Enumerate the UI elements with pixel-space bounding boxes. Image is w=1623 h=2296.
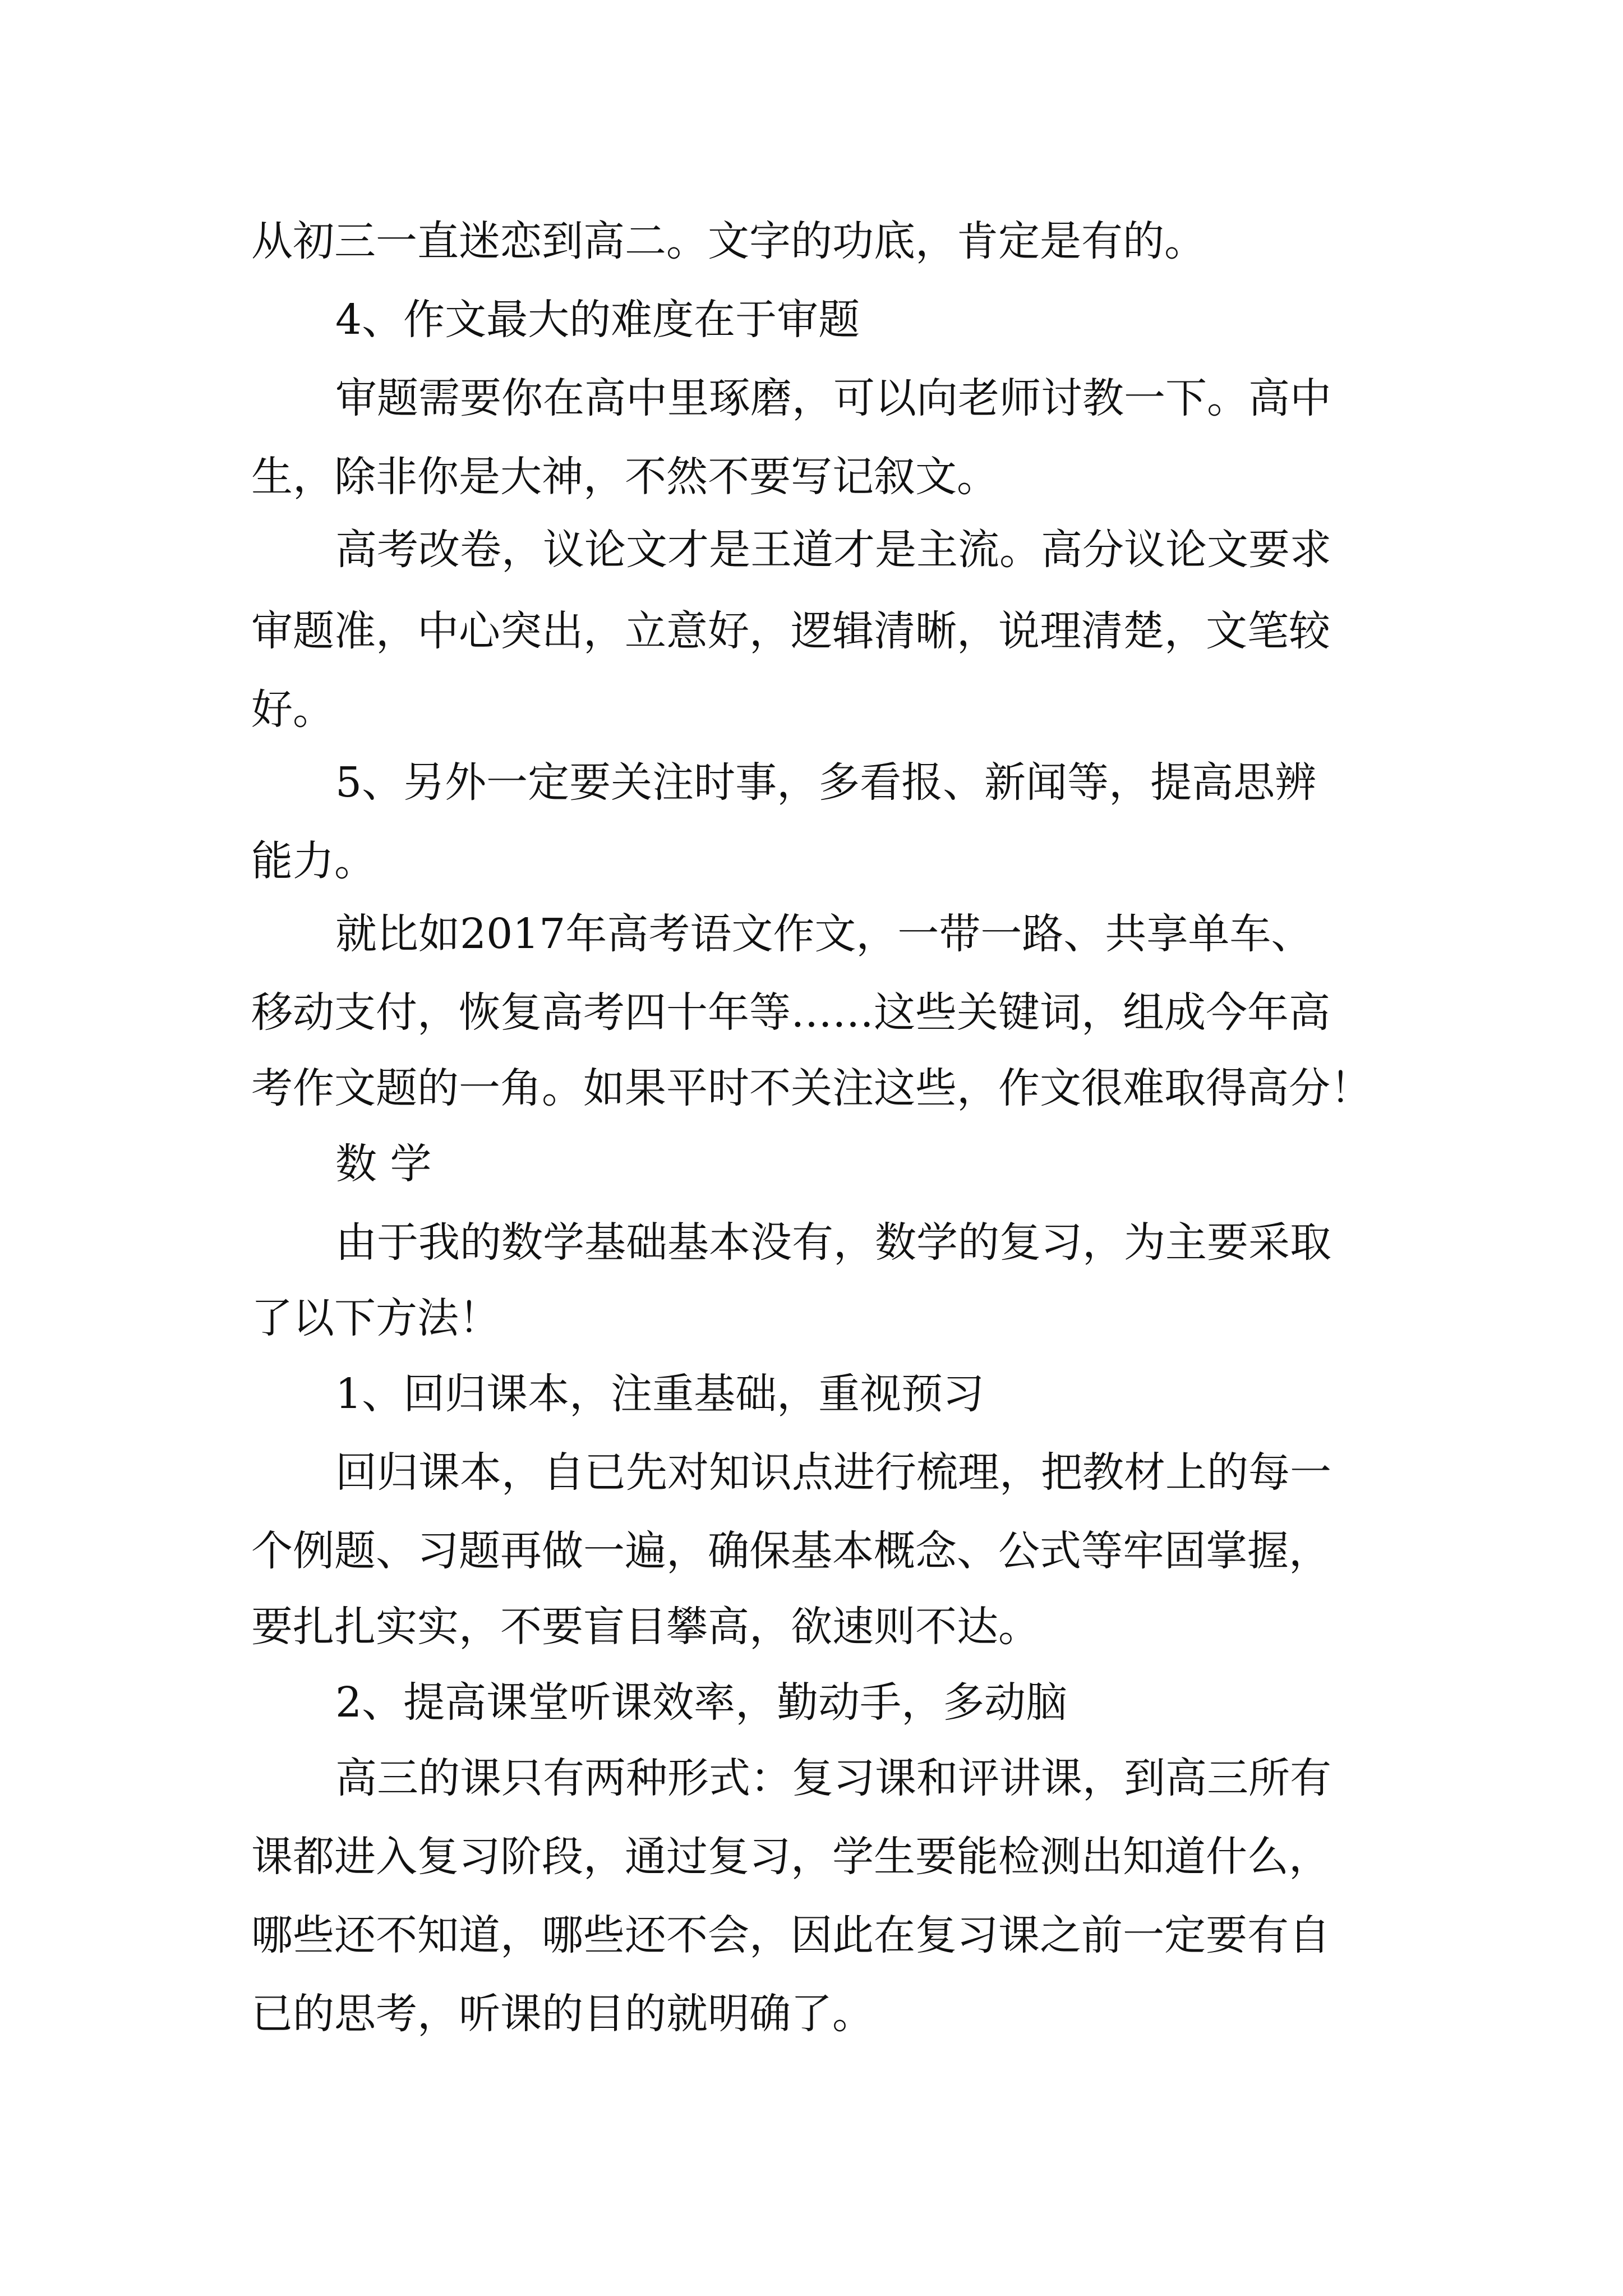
text-line-8: 5、另外一定要关注时事，多看报、新闻等，提高思辨: [335, 758, 1317, 807]
text-line-19: 要扎扎实实，不要盲目攀高，欲速则不达。: [251, 1603, 1040, 1651]
text-line-18: 个例题、习题再做一遍，确保基本概念、公式等牢固掌握，: [251, 1527, 1330, 1575]
text-line-7: 好。: [251, 685, 334, 734]
text-line-10: 就比如2017年高考语文作文，一带一路、共享单车、: [335, 910, 1313, 958]
text-line-11: 移动支付，恢复高考四十年等……这些关键词，组成今年高: [251, 988, 1330, 1037]
text-line-4: 生，除非你是大神，不然不要写记叙文。: [251, 453, 998, 501]
text-line-6: 审题准，中心突出，立意好，逻辑清晰，说理清楚，文笔较: [251, 607, 1330, 655]
text-line-21: 高三的课只有两种形式：复习课和评讲课，到高三所有: [335, 1754, 1331, 1802]
text-line-17: 回归课本，自已先对知识点进行梳理，把教材上的每一: [335, 1448, 1331, 1497]
text-line-14: 由于我的数学基础基本没有，数学的复习，为主要采取: [335, 1218, 1331, 1267]
text-line-12: 考作文题的一角。如果平时不关注这些，作文很难取得高分！: [251, 1064, 1372, 1112]
text-line-5: 高考改卷，议论文才是王道才是主流。高分议论文要求: [335, 526, 1331, 574]
text-line-23: 哪些还不知道，哪些还不会，因此在复习课之前一定要有自: [251, 1911, 1330, 1959]
text-line-2: 4、作文最大的难度在于审题: [335, 296, 860, 344]
text-line-20: 2、提高课堂听课效率，勤动手，多动脑: [335, 1678, 1068, 1727]
text-line-22: 课都进入复习阶段，通过复习，学生要能检测出知道什么，: [251, 1833, 1330, 1881]
text-line-3: 审题需要你在高中里琢磨，可以向老师讨教一下。高中: [335, 374, 1331, 422]
section-heading-math: 数 学: [335, 1140, 432, 1188]
text-line-16: 1、回归课本，注重基础，重视预习: [335, 1370, 985, 1418]
text-line-15: 了以下方法！: [251, 1294, 500, 1342]
text-line-1: 从初三一直迷恋到高二。文字的功底，肯定是有的。: [251, 217, 1206, 265]
text-line-9: 能力。: [251, 837, 376, 885]
text-line-24: 已的思考，听课的目的就明确了。: [251, 1990, 874, 2038]
